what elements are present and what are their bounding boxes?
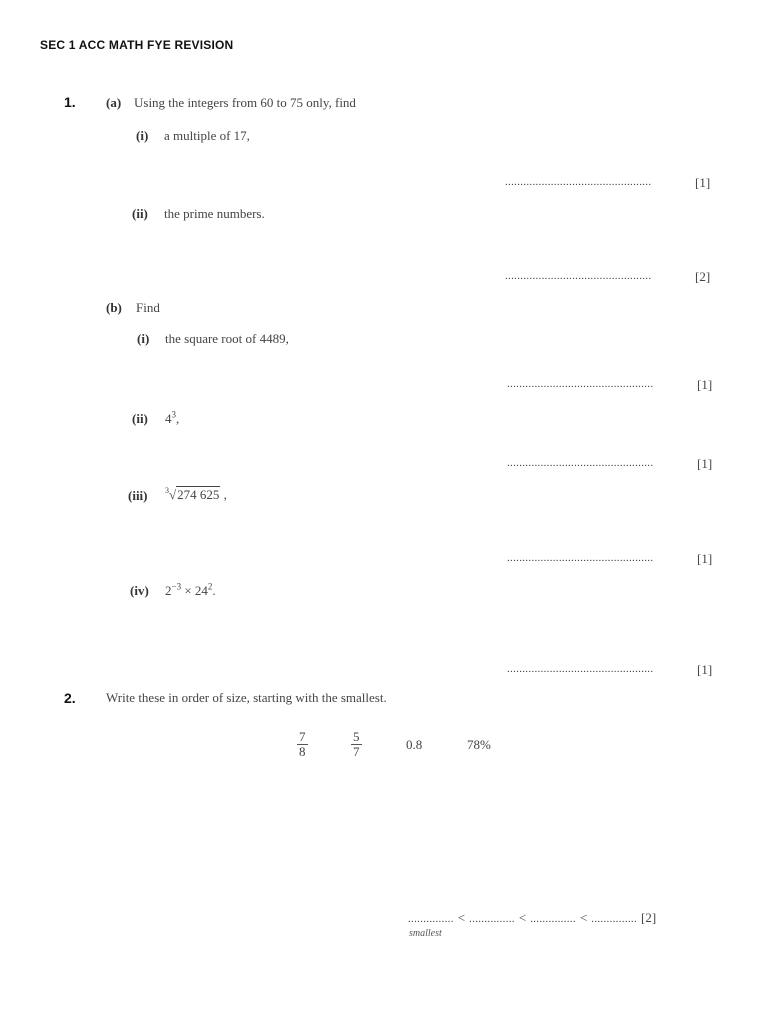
q1biv-base1: 2 [165, 583, 172, 598]
q1aii-text: the prime numbers. [164, 206, 265, 221]
q1ai-label: (i) [136, 128, 149, 143]
mark-q2: [2] [641, 910, 657, 925]
fraction-seven-eighths [297, 730, 308, 759]
mark-q1bii: [1] [697, 456, 713, 471]
q1bii-base: 4 [165, 411, 172, 426]
percent-value: 78% [467, 737, 491, 752]
q1biv-expression [165, 583, 216, 599]
answer-line-q1biii[interactable]: ................................................ [507, 552, 654, 564]
fraction-five-sevenths [351, 730, 362, 759]
decimal-value: 0.8 [406, 737, 423, 752]
answer-line-q1bi[interactable]: ................................................ [507, 378, 654, 390]
q1b-text: Find [136, 300, 160, 315]
answer-line-q1bii[interactable]: ................................................ [507, 457, 654, 469]
q2-answer-row [408, 909, 656, 927]
mark-q1bi: [1] [697, 377, 713, 392]
q1biv-base2: 24 [194, 583, 208, 598]
answer-blank-1[interactable]: ............... [408, 913, 454, 925]
root-radicand: 274 625 [177, 487, 220, 502]
answer-blank-4[interactable]: ............... [591, 913, 638, 925]
answer-blank-3[interactable]: ............... [530, 913, 576, 925]
page-title: SEC 1 ACC MATH FYE REVISION [40, 38, 234, 52]
less-than-symbol: < [518, 910, 527, 925]
answer-line-q1biv[interactable]: ................................................ [507, 663, 654, 675]
q1bii-suffix: , [176, 411, 180, 426]
less-than-symbol: < [457, 910, 466, 925]
fraction-denominator: 8 [299, 744, 306, 759]
q1bi-label: (i) [137, 331, 150, 346]
q1bii-expression [165, 411, 179, 427]
answer-blank-2[interactable]: ............... [469, 913, 515, 925]
mark-q1biv: [1] [697, 662, 713, 677]
q1aii-label: (ii) [132, 206, 148, 221]
fraction-numerator: 7 [299, 729, 306, 744]
q1a-text: Using the integers from 60 to 75 only, find [134, 95, 356, 110]
q1bi-text: the square root of 4489, [165, 331, 289, 346]
radical-sign-icon: √ [169, 487, 177, 502]
q1bii-exponent: 3 [171, 409, 176, 420]
cube-root-expression [165, 487, 220, 503]
q1biii-label: (iii) [128, 488, 148, 503]
question-2-number: 2. [64, 690, 76, 706]
q1biii-suffix: , [220, 487, 227, 502]
root-index: 3 [165, 486, 169, 495]
q1biii-expression [165, 487, 227, 503]
q2-text: Write these in order of size, starting with the smallest. [106, 690, 387, 705]
fraction-denominator: 7 [353, 744, 360, 759]
q1biv-times: × [181, 583, 195, 598]
answer-line-q1aii[interactable]: ................................................ [505, 270, 652, 282]
smallest-caption: smallest [409, 928, 442, 939]
mark-q1aii: [2] [695, 269, 711, 284]
mark-q1biii: [1] [697, 551, 713, 566]
q1ai-text: a multiple of 17, [164, 128, 250, 143]
mark-q1ai: [1] [695, 175, 711, 190]
q1biv-exponent2: 2 [207, 581, 213, 592]
q1a-label: (a) [106, 95, 122, 110]
q1bii-label: (ii) [132, 411, 148, 426]
q1biv-exponent1: −3 [171, 581, 182, 592]
answer-line-q1ai[interactable]: ................................................ [505, 176, 652, 188]
question-1-number: 1. [64, 94, 76, 110]
q1biv-label: (iv) [130, 583, 149, 598]
q1biv-suffix: . [212, 583, 216, 598]
less-than-symbol: < [579, 910, 588, 925]
fraction-numerator: 5 [353, 729, 360, 744]
q1b-label: (b) [106, 300, 122, 315]
